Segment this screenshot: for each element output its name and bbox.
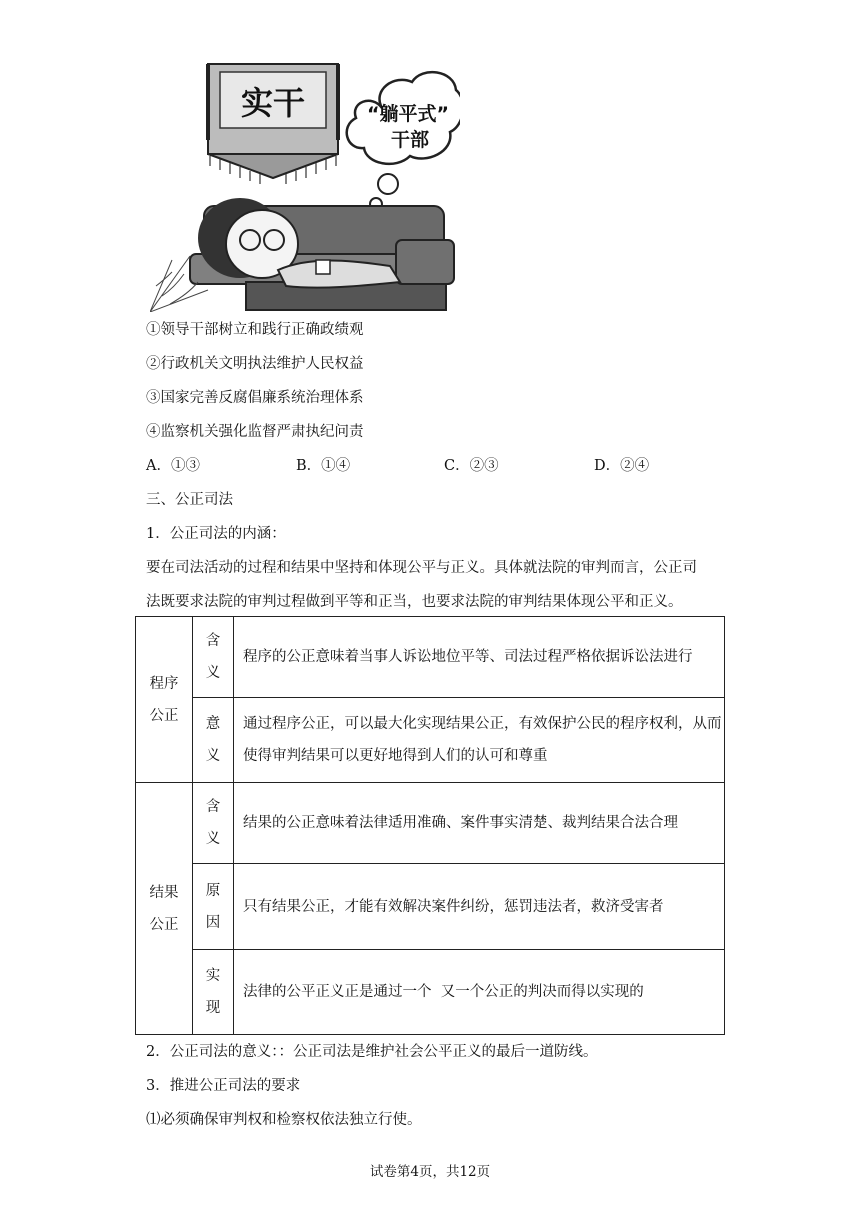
option-a[interactable]: A．①③ bbox=[146, 458, 200, 474]
row-text: 通过程序公正，可以最大化实现结果公正，有效保护公民的程序权利，从而使得审判结果可以更好地得到人们的认可和尊重 bbox=[234, 698, 725, 783]
option-b[interactable]: B．①④ bbox=[296, 458, 351, 474]
page-footer: 试卷第4页，共12页 bbox=[369, 1164, 491, 1180]
cartoon-illustration bbox=[150, 60, 460, 312]
statement-3: ③国家完善反腐倡廉系统治理体系 bbox=[146, 390, 364, 406]
statement-1: ①领导干部树立和践行正确政绩观 bbox=[146, 322, 364, 338]
table-row bbox=[136, 864, 725, 950]
row-group-label: 结果公正 bbox=[136, 783, 193, 1035]
row-text: 程序的公正意味着当事人诉讼地位平等、司法过程严格依据诉讼法进行 bbox=[234, 617, 725, 698]
row-key: 实现 bbox=[193, 950, 234, 1035]
bubble-text-2: 干部 bbox=[390, 129, 430, 151]
row-group-label: 程序公正 bbox=[136, 617, 193, 783]
requirement-1: ⑴必须确保审判权和检察权依法独立行使。 bbox=[146, 1112, 422, 1128]
banner-text: 实干 bbox=[240, 84, 306, 122]
paragraph-line-2: 法既要求法院的审判过程做到平等和正当，也要求法院的审判结果体现公平和正义。 bbox=[146, 594, 683, 610]
subheading-2: 2．公正司法的意义：：公正司法是维护社会公平正义的最后一道防线。 bbox=[146, 1044, 598, 1060]
subheading-3: 3．推进公正司法的要求 bbox=[146, 1078, 301, 1094]
statement-2: ②行政机关文明执法维护人民权益 bbox=[146, 356, 364, 372]
row-key: 含义 bbox=[193, 783, 234, 864]
table-row bbox=[136, 783, 725, 864]
thought-bubble bbox=[347, 72, 460, 210]
table-row bbox=[136, 698, 725, 783]
row-key: 原因 bbox=[193, 864, 234, 950]
row-key: 含义 bbox=[193, 617, 234, 698]
section-title: 三、公正司法 bbox=[146, 492, 233, 508]
paragraph-line-1: 要在司法活动的过程和结果中坚持和体现公平与正义。具体就法院的审判而言，公正司 bbox=[146, 560, 697, 576]
bubble-text-1: “躺平式” bbox=[367, 103, 449, 125]
row-text: 结果的公正意味着法律适用准确、案件事实清楚、裁判结果合法合理 bbox=[234, 783, 725, 864]
banner bbox=[208, 64, 338, 184]
table-row bbox=[136, 617, 725, 698]
table-row bbox=[136, 950, 725, 1035]
row-key: 意义 bbox=[193, 698, 234, 783]
row-text: 法律的公平正义正是通过一个 又一个公正的判决而得以实现的 bbox=[234, 950, 725, 1035]
option-c[interactable]: C．②③ bbox=[444, 458, 499, 474]
justice-table bbox=[135, 616, 725, 1035]
subheading-1: 1．公正司法的内涵： bbox=[146, 526, 286, 542]
option-d[interactable]: D．②④ bbox=[594, 458, 650, 474]
row-text: 只有结果公正，才能有效解决案件纠纷，惩罚违法者，救济受害者 bbox=[234, 864, 725, 950]
statement-4: ④监察机关强化监督严肃执纪问责 bbox=[146, 424, 364, 440]
